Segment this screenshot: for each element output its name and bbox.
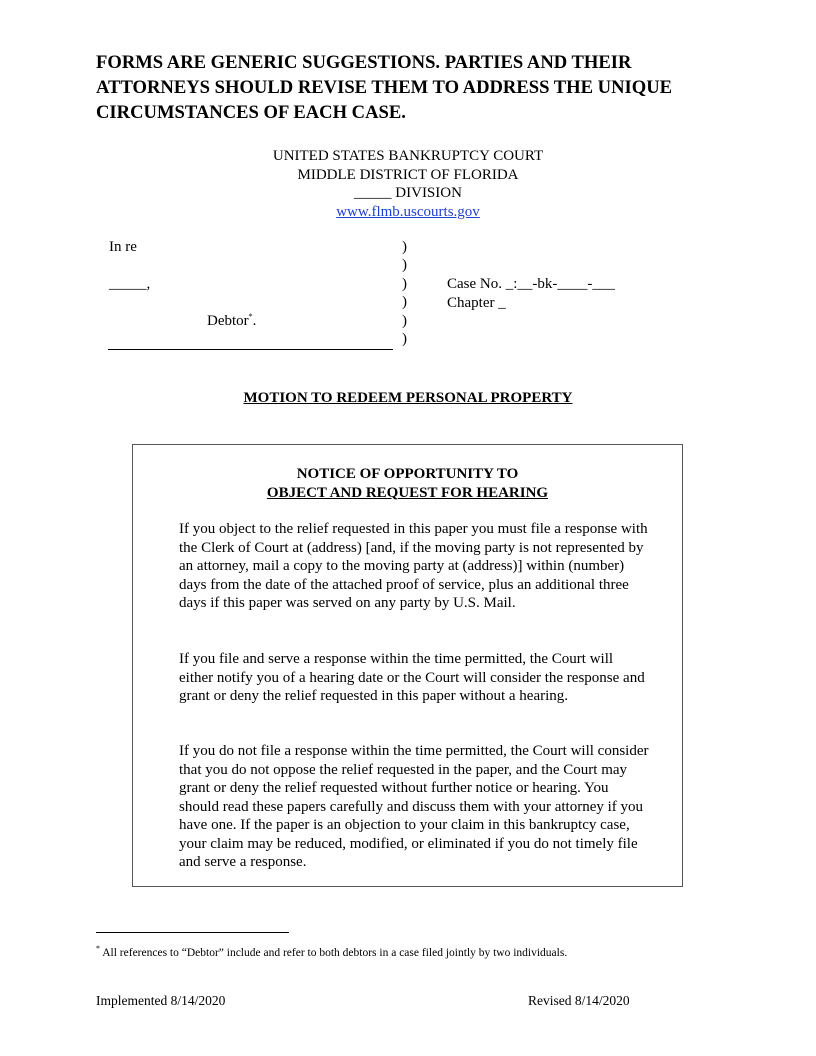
caption-paren: ) [402, 275, 407, 292]
disclaimer-heading [96, 50, 736, 125]
caption-paren: ) [402, 294, 407, 311]
debtor-label-text: Debtor [207, 313, 249, 329]
court-district: MIDDLE DISTRICT OF FLORIDA [297, 166, 519, 183]
court-website-link[interactable]: www.flmb.uscourts.gov [336, 203, 480, 220]
disclaimer-line: CIRCUMSTANCES OF EACH CASE. [96, 102, 406, 123]
notice-title [133, 465, 682, 502]
notice-title-line2: OBJECT AND REQUEST FOR HEARING [266, 484, 549, 501]
disclaimer-line: FORMS ARE GENERIC SUGGESTIONS. PARTIES AND THEIR [96, 52, 632, 73]
caption-debtor-name-blank: _____, [109, 276, 151, 292]
notice-paragraph-2: If you file and serve a response within the time permitted, the Court will either notify you of a hearing date or the Court will consider the response and grant or deny the relief requested in this paper without a hearing. [179, 651, 645, 704]
caption-paren: ) [402, 239, 407, 255]
footer-implemented-date: Implemented 8/14/2020 [96, 993, 226, 1008]
caption-divider-line [108, 349, 393, 350]
footer-revised-date: Revised 8/14/2020 [528, 993, 630, 1008]
footnote-divider [96, 932, 289, 933]
caption-paren: ) [402, 257, 407, 274]
footnote-reference-mark[interactable]: * [248, 312, 253, 321]
notice-title-line1: NOTICE OF OPPORTUNITY TO [296, 466, 519, 482]
chapter-number: Chapter _ [447, 295, 506, 311]
caption-paren: ) [402, 330, 407, 347]
caption-in-re: In re [109, 239, 137, 255]
notice-paragraph-1: If you object to the relief requested in this paper you must file a response with the Clerk of Court at (address) [and, if the moving party is not represented by an attorney, mail a copy to the moving party at (address)] within (number) days from the date of the attached proof of service, plus an additional three days if this paper was served on any party by U.S. Mail. [179, 521, 648, 611]
footnote-text: All references to “Debtor” include and refer to both debtors in a case filed jointly by two individuals. [100, 947, 568, 959]
court-header [200, 147, 616, 221]
caption-paren: ) [402, 312, 407, 329]
disclaimer-line: ATTORNEYS SHOULD REVISE THEM TO ADDRESS THE UNIQUE [96, 77, 673, 98]
motion-title: MOTION TO REDEEM PERSONAL PROPERTY [243, 390, 573, 406]
case-number: Case No. _:__-bk-____-___ [447, 276, 615, 292]
caption-paren-column [402, 238, 407, 348]
court-name: UNITED STATES BANKRUPTCY COURT [272, 148, 544, 164]
notice-paragraph-3: If you do not file a response within the time permitted, the Court will consider that you do not oppose the relief requested in the paper, and the Court may grant or deny the relief requested without further notice or hearing. You should read these papers carefully and discuss them with your attorney if you have one. If the paper is an objection to your claim in this bankruptcy case, your claim may be reduced, modified, or eliminated if you do not timely file and serve a response. [179, 743, 649, 870]
debtor-period: . [252, 313, 257, 329]
footnote [96, 946, 567, 960]
notice-box [132, 444, 683, 887]
footnote-mark: * [96, 944, 100, 954]
caption-debtor-label [207, 312, 256, 330]
court-division: _____ DIVISION [354, 185, 462, 201]
